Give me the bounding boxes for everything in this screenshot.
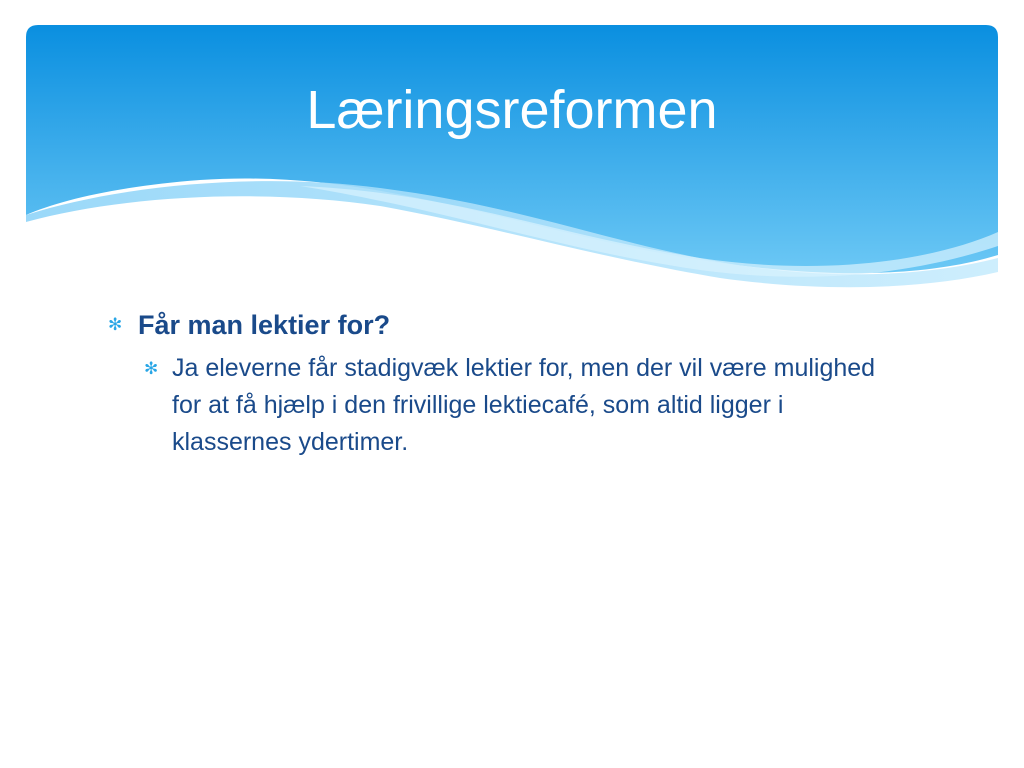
bullet-item-level-2: [144, 350, 908, 461]
asterisk-bullet-icon: ✻: [144, 359, 159, 378]
slide-content: [108, 306, 908, 461]
slide-title: Læringsreformen: [306, 80, 718, 140]
bullet-text: Får man lektier for?: [138, 310, 391, 340]
sub-bullet-text: Ja eleverne får stadigvæk lektier for, men der vil være mulighed for at få hjælp i den frivillige lektiecafé, som altid ligger i klassernes ydertimer.: [172, 354, 876, 456]
header-wave-banner: [0, 0, 1024, 300]
asterisk-bullet-icon: ✻: [108, 315, 123, 334]
bullet-item-level-1: [108, 306, 908, 344]
header-background: [26, 25, 998, 273]
